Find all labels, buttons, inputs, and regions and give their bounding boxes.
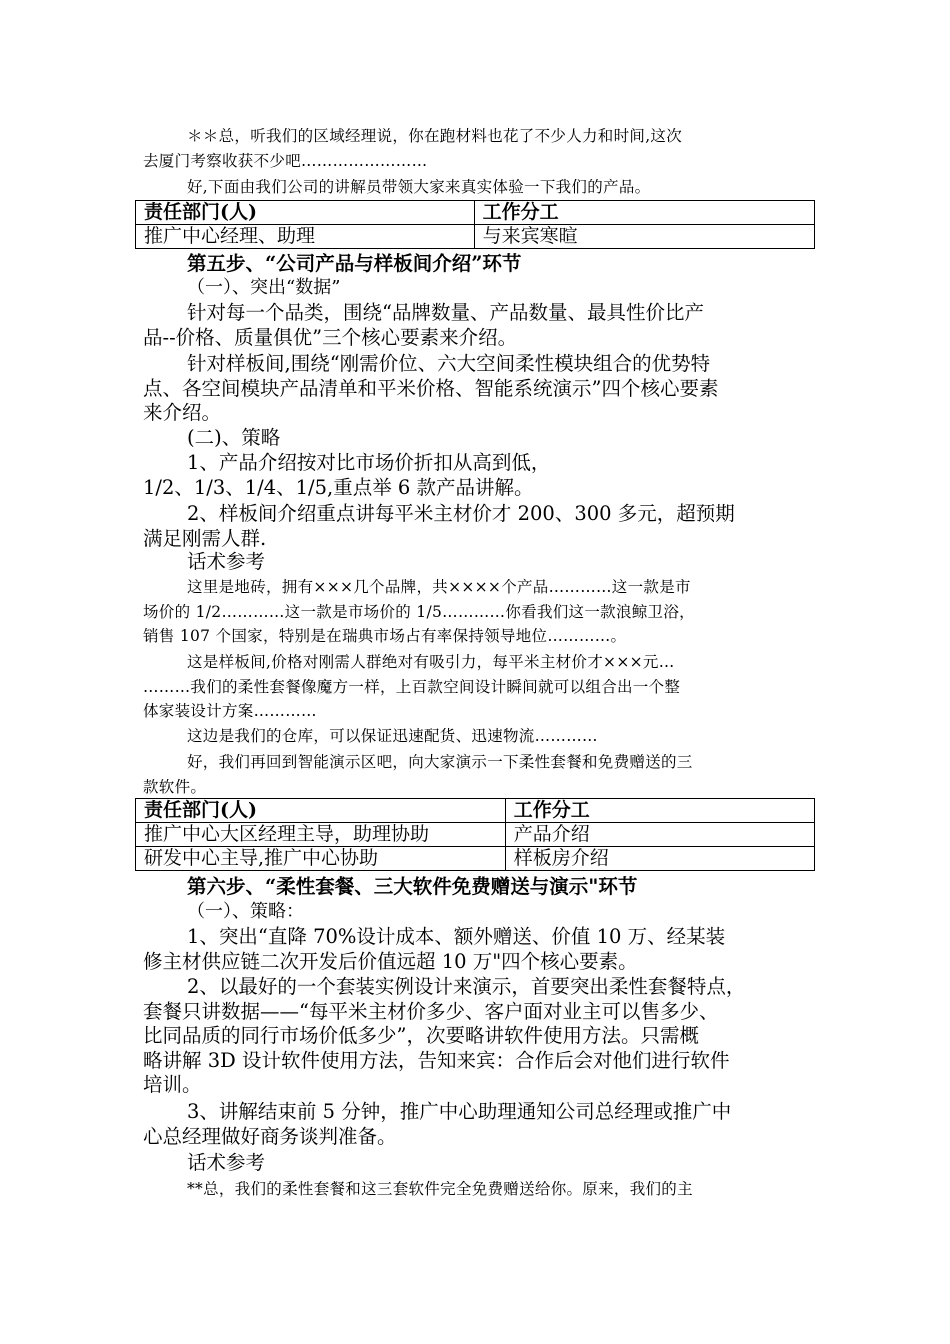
- step5-reference-2: [143, 650, 815, 724]
- text-line: 好,下面由我们公司的讲解员带领大家来真实体验一下我们的产品。: [187, 178, 651, 196]
- step5-title: [143, 252, 815, 277]
- text-line: 1、突出“直降 70%设计成本、额外赠送、价值 10 万、经某装: [187, 925, 726, 948]
- table-row: [136, 847, 815, 871]
- subheading: 话术参考: [187, 550, 266, 573]
- intro-paragraph-2: [143, 175, 815, 200]
- table-header-row: [136, 799, 815, 823]
- step6-sub1: [143, 900, 815, 924]
- table-header-cell: 工作分工: [474, 201, 814, 225]
- text-line: 套餐只讲数据——“每平米主材价多少、客户面对业主可以售多少、: [143, 999, 719, 1023]
- text-line: 满足刚需人群.: [143, 526, 267, 550]
- step6-reference-1: [143, 1177, 815, 1202]
- subheading: （一）、突出“数据”: [187, 277, 341, 298]
- text-line: 1/2、1/3、1/4、1/5,重点举 6 款产品讲解。: [143, 475, 534, 499]
- table-cell: 产品介绍: [505, 823, 814, 847]
- responsibility-table-1: [135, 200, 815, 249]
- text-line: 2、样板间介绍重点讲每平米主材价才 200、300 多元，超预期: [187, 502, 735, 525]
- table-cell: 研发中心主导,推广中心协助: [136, 847, 506, 871]
- step5-strategy-2: [143, 502, 815, 551]
- table-cell: 与来宾寒暄: [474, 225, 814, 249]
- intro-paragraph-1: [143, 124, 815, 173]
- step6-strategy-2: [143, 975, 815, 1098]
- text-line: ＊＊总，听我们的区域经理说，你在跑材料也花了不少人力和时间,这次: [187, 127, 683, 145]
- step5-reference-3: [143, 724, 815, 749]
- step5-sub2: [143, 426, 815, 451]
- table-cell: 样板房介绍: [505, 847, 814, 871]
- text-line: 培训。: [143, 1073, 202, 1096]
- table-cell: 推广中心大区经理主导，助理协助: [136, 823, 506, 847]
- text-line: ………我们的柔性套餐像魔方一样，上百款空间设计瞬间就可以组合出一个整: [143, 677, 681, 696]
- text-line: 来介绍。: [143, 401, 222, 424]
- text-line: 好，我们再回到智能演示区吧，向大家演示一下柔性套餐和免费赠送的三: [187, 753, 693, 771]
- text-line: **总，我们的柔性套餐和这三套软件完全免费赠送给你。原来，我们的主: [187, 1180, 693, 1198]
- step6-title: [143, 875, 815, 900]
- table-header-cell: 责任部门(人): [136, 201, 475, 225]
- text-line: 这是样板间,价格对刚需人群绝对有吸引力，每平米主材价才×××元…: [187, 653, 675, 671]
- text-line: 这里是地砖，拥有×××几个品牌，共××××个产品…………这一款是市: [187, 578, 691, 596]
- table-cell: 推广中心经理、助理: [136, 225, 475, 249]
- text-line: 场价的 1/2…………这一款是市场价的 1/5…………你看我们这一款浪鲸卫浴，: [143, 602, 695, 621]
- text-line: 针对每一个品类，围绕“品牌数量、产品数量、最具性价比产: [187, 301, 704, 324]
- text-line: 去厦门考察收获不少吧……………………: [143, 151, 428, 170]
- text-line: 3、讲解结束前 5 分钟，推广中心助理通知公司总经理或推广中: [187, 1100, 732, 1123]
- subheading: （一）、策略：: [187, 901, 304, 922]
- text-line: 销售 107 个国家，特别是在瑞典市场占有率保持领导地位…………。: [143, 627, 627, 645]
- text-line: 点、各空间模块产品清单和平米价格、智能系统演示”四个核心要素: [143, 376, 719, 400]
- step6-ref-label: [143, 1151, 815, 1176]
- subheading: 话术参考: [187, 1151, 266, 1174]
- step5-strategy-1: [143, 451, 815, 500]
- table-header-cell: 工作分工: [505, 799, 814, 823]
- subheading: (二)、策略: [187, 426, 281, 449]
- step6-strategy-1: [143, 925, 815, 974]
- table-header-cell: 责任部门(人): [136, 799, 506, 823]
- table-row: [136, 225, 815, 249]
- text-line: 比同品质的同行市场价低多少”，次要略讲软件使用方法。只需概: [143, 1024, 699, 1047]
- table-header-row: [136, 201, 815, 225]
- step5-reference-4: [143, 750, 815, 799]
- step5-sub1: [143, 276, 815, 300]
- text-line: 针对样板间,围绕“刚需价位、六大空间柔性模块组合的优势特: [187, 352, 711, 375]
- step5-ref-label: [143, 550, 815, 575]
- section-heading: 第五步、“公司产品与样板间介绍”环节: [187, 252, 522, 275]
- text-line: 这边是我们的仓库，可以保证迅速配货、迅速物流…………: [187, 727, 598, 745]
- text-line: 略讲解 3D 设计软件使用方法，告知来宾：合作后会对他们进行软件: [143, 1048, 730, 1072]
- text-line: 修主材供应链二次开发后价值远超 10 万"四个核心要素。: [143, 949, 638, 973]
- table-row: [136, 823, 815, 847]
- text-line: 品--价格、质量俱优”三个核心要素来介绍。: [143, 325, 518, 349]
- text-line: 1、产品介绍按对比市场价折扣从高到低，: [187, 451, 551, 474]
- section-heading: 第六步、“柔性套餐、三大软件免费赠送与演示"环节: [187, 875, 638, 898]
- step5-para1: [143, 301, 815, 350]
- text-line: 款软件。: [143, 777, 207, 796]
- step6-strategy-3: [143, 1100, 815, 1149]
- step5-para2: [143, 352, 815, 426]
- text-line: 心总经理做好商务谈判准备。: [143, 1124, 397, 1148]
- text-line: 2、以最好的一个套装实例设计来演示，首要突出柔性套餐特点，: [187, 975, 746, 998]
- text-line: 体家装设计方案…………: [143, 702, 317, 720]
- step5-reference-1: [143, 575, 815, 649]
- responsibility-table-2: [135, 798, 815, 871]
